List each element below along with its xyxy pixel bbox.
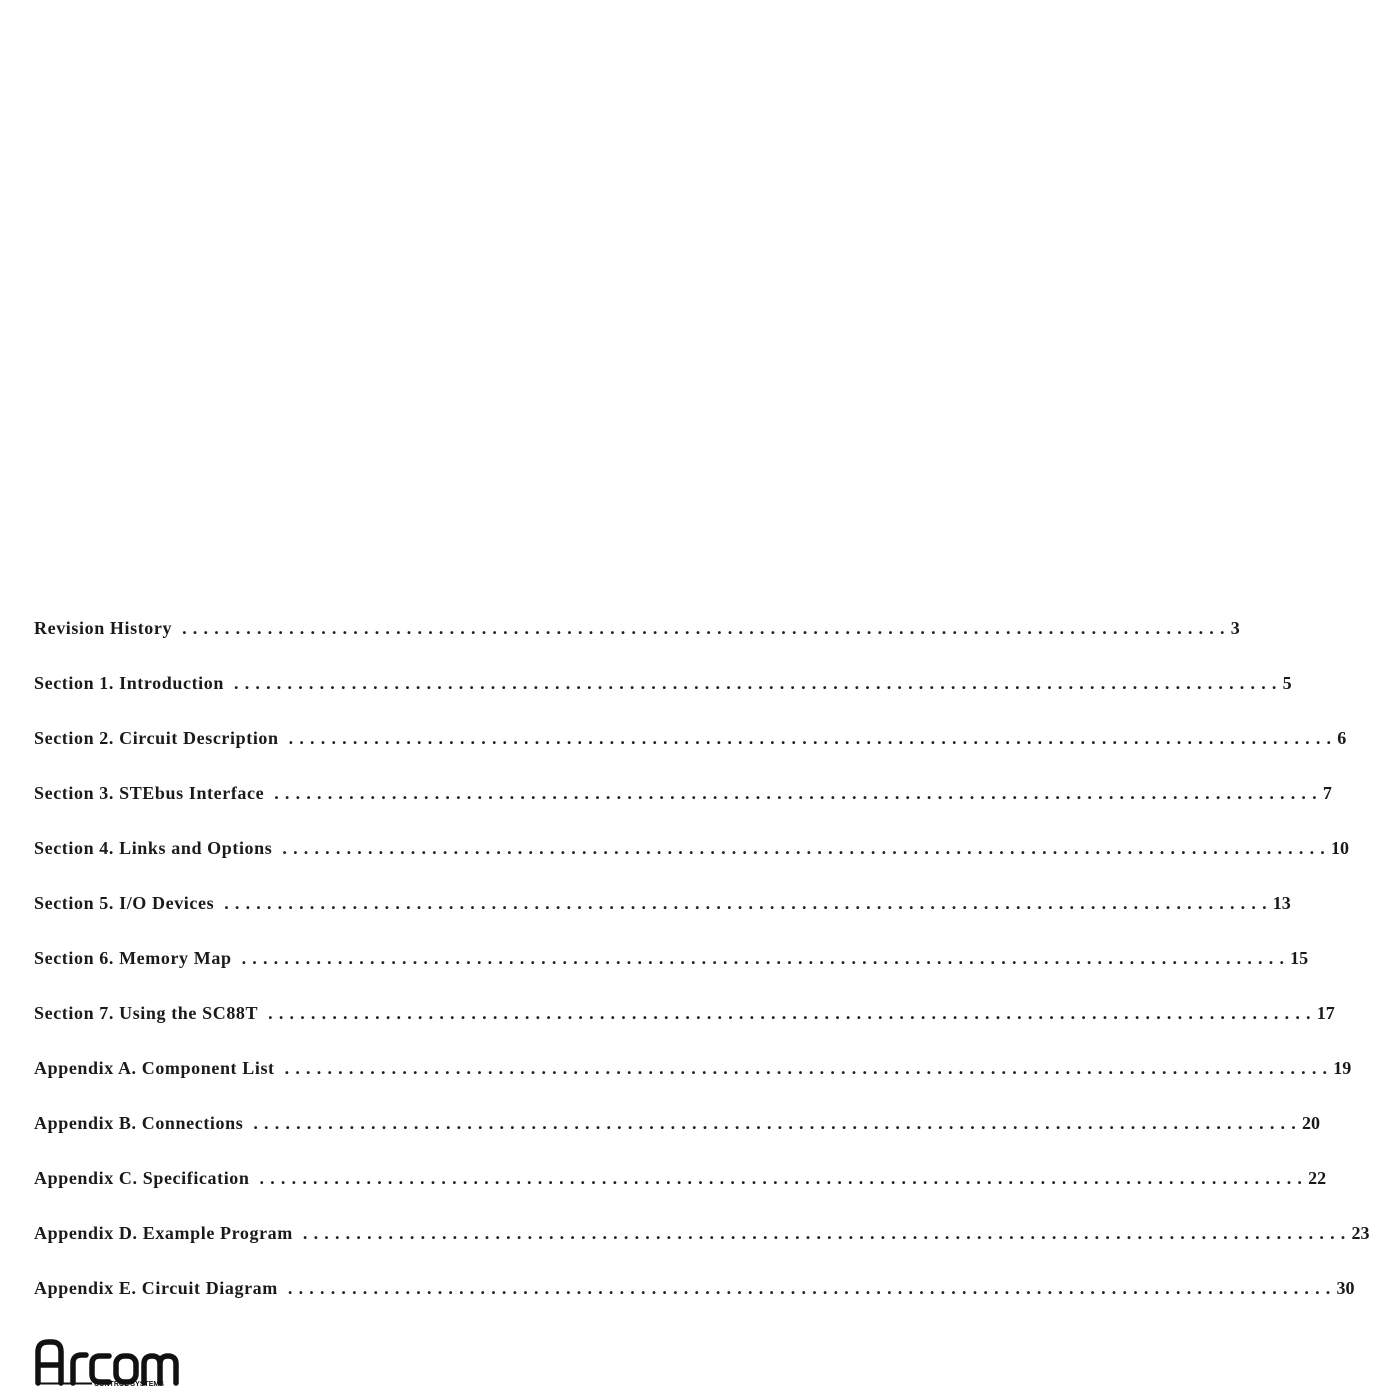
dot-leader: ..................................................................................................	[282, 838, 1331, 858]
toc-entry-page: 20	[1301, 1113, 1320, 1133]
toc-entry-title: Section 4. Links and Options	[34, 838, 273, 858]
dot-leader: ..................................................................................................	[224, 893, 1273, 913]
toc-entry-page: 10	[1330, 838, 1349, 858]
toc-entry-title: Appendix A. Component List	[34, 1058, 275, 1078]
toc-entry-page: 19	[1333, 1058, 1352, 1078]
dot-leader: ..................................................................................................	[284, 1058, 1334, 1078]
dot-leader: ..................................................................................................	[234, 673, 1283, 693]
toc-entry-page: 23	[1351, 1223, 1370, 1243]
toc-entry-page: 7	[1322, 783, 1332, 803]
dot-leader: ..................................................................................................	[182, 618, 1231, 638]
toc-entry-title: Appendix C. Specification	[34, 1168, 250, 1188]
toc-entry[interactable]	[34, 1058, 1352, 1113]
toc-entry[interactable]	[34, 1003, 1335, 1058]
toc-entry[interactable]	[34, 728, 1347, 783]
dot-leader: ..................................................................................................	[268, 1003, 1317, 1023]
logo-tagline: CONTROL SYSTEMS	[94, 1381, 164, 1388]
toc-entry[interactable]	[34, 673, 1292, 728]
toc-entry-page: 15	[1290, 948, 1309, 968]
table-of-contents	[34, 618, 1370, 1333]
toc-entry-page: 3	[1230, 618, 1240, 638]
toc-entry-page: 22	[1308, 1168, 1327, 1188]
dot-leader: ..................................................................................................	[287, 1278, 1337, 1298]
toc-entry-page: 30	[1336, 1278, 1355, 1298]
dot-leader: ..................................................................................................	[288, 728, 1338, 748]
toc-entry-page: 6	[1337, 728, 1347, 748]
toc-entry[interactable]	[34, 1278, 1355, 1333]
toc-entry[interactable]	[34, 1168, 1327, 1223]
toc-entry-title: Appendix B. Connections	[34, 1113, 244, 1133]
toc-entry[interactable]	[34, 838, 1349, 893]
toc-entry-page: 5	[1282, 673, 1292, 693]
toc-entry[interactable]	[34, 1223, 1370, 1278]
toc-entry-page: 13	[1272, 893, 1291, 913]
toc-entry-title: Revision History	[34, 618, 173, 638]
toc-entry-title: Section 1. Introduction	[34, 673, 224, 693]
toc-entry[interactable]	[34, 1113, 1320, 1168]
toc-entry[interactable]	[34, 783, 1332, 838]
toc-entry[interactable]	[34, 618, 1240, 673]
toc-entry-title: Appendix E. Circuit Diagram	[34, 1278, 278, 1298]
arcom-logo	[34, 1338, 184, 1388]
toc-entry[interactable]	[34, 893, 1291, 948]
toc-entry-page: 17	[1316, 1003, 1335, 1023]
toc-entry-title: Section 6. Memory Map	[34, 948, 232, 968]
toc-entry-title: Appendix D. Example Program	[34, 1223, 293, 1243]
dot-leader: ..................................................................................................	[241, 948, 1291, 968]
toc-entry-title: Section 5. I/O Devices	[34, 893, 215, 913]
dot-leader: ..................................................................................................	[253, 1113, 1302, 1133]
dot-leader: ..................................................................................................	[259, 1168, 1309, 1188]
dot-leader: ..................................................................................................	[274, 783, 1323, 803]
toc-entry[interactable]	[34, 948, 1309, 1003]
dot-leader: ..................................................................................................	[302, 1223, 1352, 1243]
toc-entry-title: Section 2. Circuit Description	[34, 728, 279, 748]
toc-entry-title: Section 3. STEbus Interface	[34, 783, 265, 803]
toc-entry-title: Section 7. Using the SC88T	[34, 1003, 259, 1023]
